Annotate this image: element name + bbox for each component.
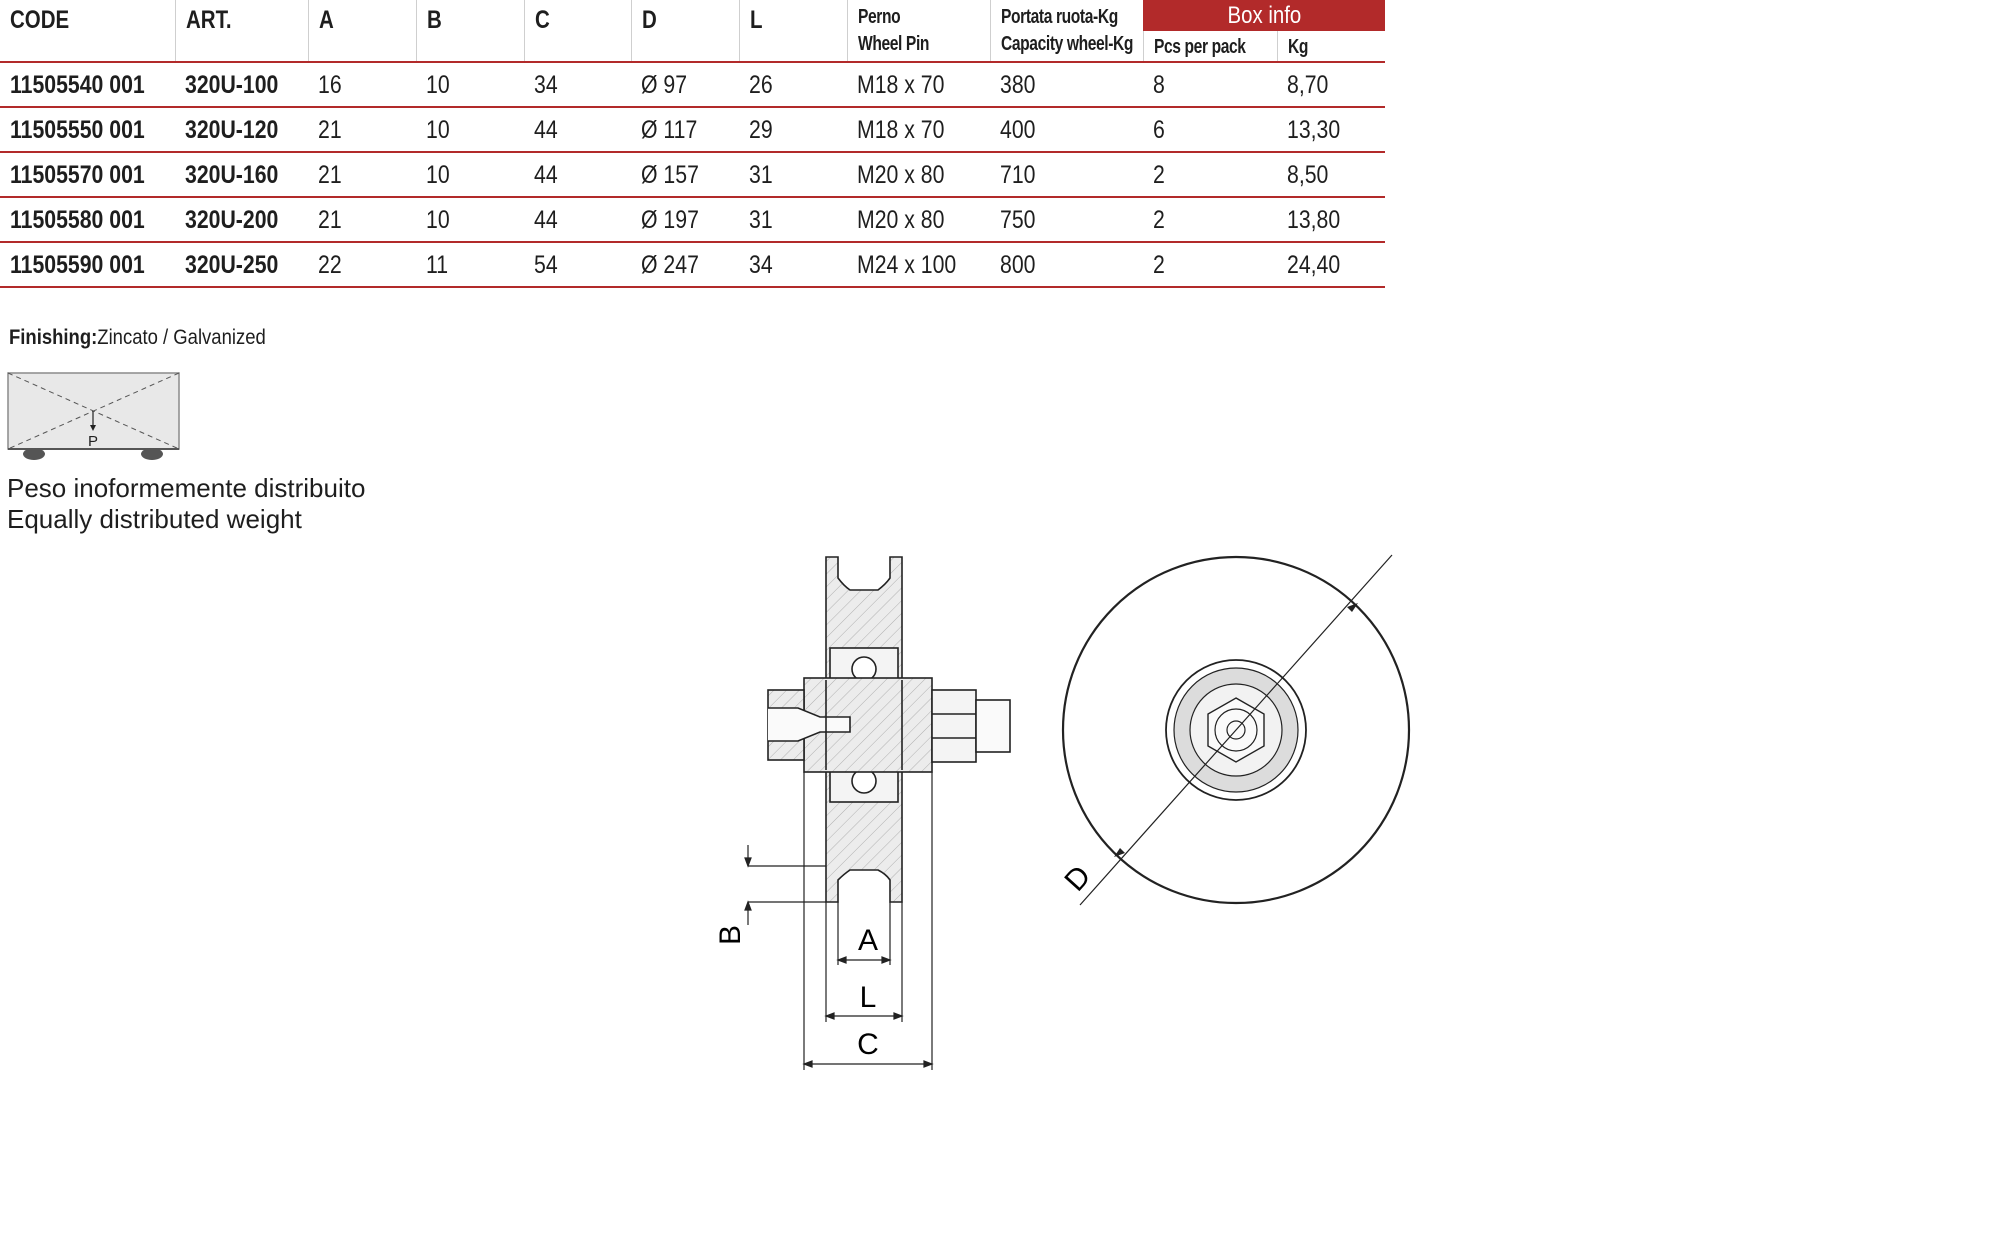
cell-l: 29 xyxy=(749,116,773,144)
cell-a: 21 xyxy=(318,161,342,189)
cell-c: 44 xyxy=(534,161,558,189)
cell-pin: M24 x 100 xyxy=(857,251,957,279)
cell-pin: M20 x 80 xyxy=(857,206,945,234)
cell-d: Ø 247 xyxy=(641,251,699,279)
cell-l: 31 xyxy=(749,206,773,234)
weight-caption-it: Peso inoformemente distribuito xyxy=(7,473,366,503)
cell-c: 54 xyxy=(534,251,558,279)
cell-code: 11505590 001 xyxy=(10,251,145,279)
cell-l: 34 xyxy=(749,251,773,279)
cell-kg: 24,40 xyxy=(1287,251,1341,279)
wheel-front-view xyxy=(1063,555,1409,905)
header-code: CODE xyxy=(10,6,70,34)
dim-label-d: D xyxy=(1058,859,1098,898)
cell-d: Ø 117 xyxy=(641,116,698,144)
cell-art: 320U-100 xyxy=(185,71,279,99)
cell-b: 10 xyxy=(426,116,450,144)
cell-art: 320U-120 xyxy=(185,116,279,144)
cell-b: 10 xyxy=(426,71,450,99)
wheel-right-icon xyxy=(141,448,163,460)
table-row xyxy=(0,198,1385,243)
header-kg: Kg xyxy=(1277,31,1385,61)
cell-a: 22 xyxy=(318,251,342,279)
dim-label-b: B xyxy=(714,924,747,946)
header-wheel-pin: Perno Wheel Pin xyxy=(847,0,990,61)
header-pcs-per-pack: Pcs per pack xyxy=(1143,31,1277,61)
cell-a: 21 xyxy=(318,206,342,234)
cell-pcs: 2 xyxy=(1153,251,1165,279)
cell-kg: 13,80 xyxy=(1287,206,1341,234)
header-art: ART. xyxy=(175,0,308,61)
cell-a: 21 xyxy=(318,116,342,144)
wheel-left-icon xyxy=(23,448,45,460)
cell-c: 44 xyxy=(534,206,558,234)
cell-c: 44 xyxy=(534,116,558,144)
table-row xyxy=(0,108,1385,153)
cell-pin: M20 x 80 xyxy=(857,161,945,189)
table-row xyxy=(0,153,1385,198)
cell-c: 34 xyxy=(534,71,558,99)
header-a: A xyxy=(308,0,416,61)
cell-capacity: 750 xyxy=(1000,206,1036,234)
cell-code: 11505540 001 xyxy=(10,71,145,99)
cell-capacity: 380 xyxy=(1000,71,1036,99)
table-row xyxy=(0,63,1385,108)
cell-d: Ø 197 xyxy=(641,206,699,234)
weight-caption-en: Equally distributed weight xyxy=(7,504,302,534)
distributed-weight-icon xyxy=(7,372,187,462)
dim-label-l: L xyxy=(859,981,877,1014)
cell-l: 26 xyxy=(749,71,773,99)
header-box-info: Box info xyxy=(1143,0,1385,31)
cell-kg: 8,70 xyxy=(1287,71,1329,99)
cell-capacity: 400 xyxy=(1000,116,1036,144)
cell-b: 10 xyxy=(426,206,450,234)
cell-art: 320U-200 xyxy=(185,206,279,234)
cell-d: Ø 97 xyxy=(641,71,688,99)
dim-label-c: C xyxy=(857,1028,879,1061)
cell-capacity: 710 xyxy=(1000,161,1036,189)
load-label: P xyxy=(87,433,99,450)
cell-code: 11505550 001 xyxy=(10,116,145,144)
cell-pin: M18 x 70 xyxy=(857,116,945,144)
cell-a: 16 xyxy=(318,71,342,99)
header-capacity: Portata ruota-Kg Capacity wheel-Kg xyxy=(990,0,1143,61)
header-c: C xyxy=(524,0,631,61)
cell-kg: 8,50 xyxy=(1287,161,1329,189)
header-b: B xyxy=(416,0,524,61)
cell-l: 31 xyxy=(749,161,773,189)
cell-art: 320U-160 xyxy=(185,161,279,189)
cell-pcs: 2 xyxy=(1153,206,1165,234)
cell-art: 320U-250 xyxy=(185,251,279,279)
cell-d: Ø 157 xyxy=(641,161,699,189)
table-header xyxy=(0,0,1385,63)
cell-code: 11505570 001 xyxy=(10,161,145,189)
table-row xyxy=(0,243,1385,288)
cell-code: 11505580 001 xyxy=(10,206,145,234)
product-table xyxy=(0,0,1385,288)
cell-pcs: 2 xyxy=(1153,161,1165,189)
cell-b: 10 xyxy=(426,161,450,189)
cell-pin: M18 x 70 xyxy=(857,71,945,99)
dim-label-a: A xyxy=(857,924,879,957)
finishing-note: Finishing:Zincato / Galvanized xyxy=(9,326,266,349)
wheel-technical-drawing xyxy=(700,545,1420,1085)
cell-kg: 13,30 xyxy=(1287,116,1341,144)
header-l: L xyxy=(739,0,847,61)
cell-capacity: 800 xyxy=(1000,251,1036,279)
table-body xyxy=(0,63,1385,288)
header-d: D xyxy=(631,0,739,61)
cell-pcs: 8 xyxy=(1153,71,1165,99)
cell-b: 11 xyxy=(426,251,449,279)
cell-pcs: 6 xyxy=(1153,116,1165,144)
